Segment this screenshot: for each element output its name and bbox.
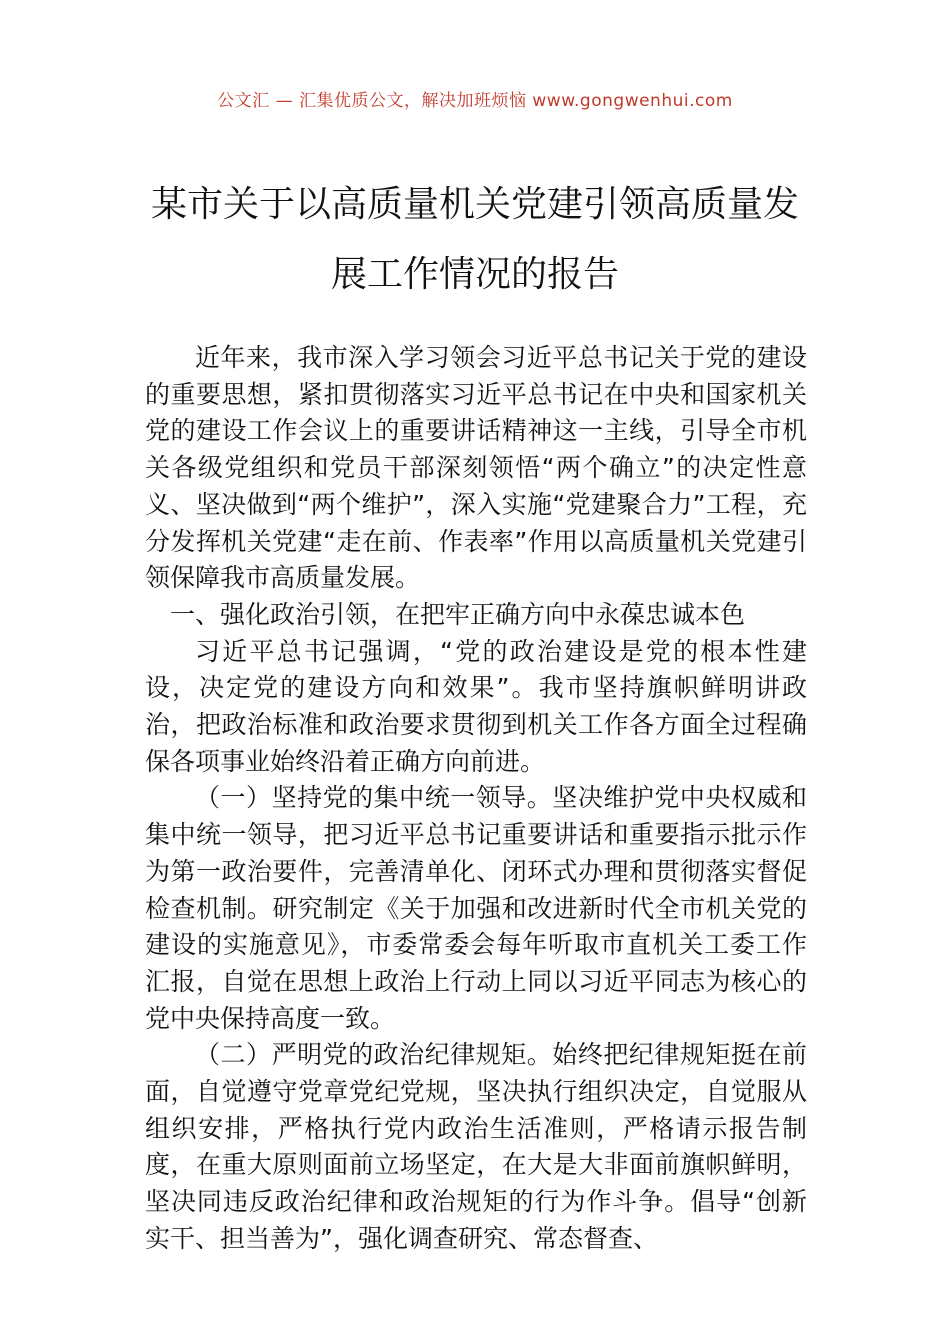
section-heading-1: 一、强化政治引领，在把牢正确方向中永葆忠诚本色 <box>170 599 746 629</box>
body-paragraph: （二）严明党的政治纪律规矩。始终把纪律规矩挺在前面，自觉遵守党章党纪党规，坚决执行组织决定，自觉服从组织安排，严格执行党内政治生活准则，严格请示报告制度，在重大原则面前立场坚定，在大是大非面前旗帜鲜明，坚决同违反政治纪律和政治规矩的行为作斗争。倡导“创新实干、担当善为”，强化调查研究、常态督查、 <box>145 1040 807 1253</box>
document-title: 某市关于以高质量机关党建引领高质量发展工作情况的报告 <box>150 184 799 295</box>
body-paragraph: （一）坚持党的集中统一领导。坚决维护党中央权威和集中统一领导，把习近平总书记重要讲话和重要指示批示作为第一政治要件，完善清单化、闭环式办理和贯彻落实督促检查机制。研究制定《关于加强和改进新时代全市机关党的建设的实施意见》，市委常委会每年听取市直机关工委工作汇报，自觉在思想上政治上行动上同以习近平同志为核心的党中央保持高度一致。 <box>145 783 807 1033</box>
document-body <box>145 340 807 1258</box>
intro-paragraph: 近年来，我市深入学习领会习近平总书记关于党的建设的重要思想，紧扣贯彻落实习近平总书记在中央和国家机关党的建设工作会议上的重要讲话精神这一主线，引导全市机关各级党组织和党员干部深刻领悟“两个确立”的决定性意义、坚决做到“两个维护”，深入实施“党建聚合力”工程，充分发挥机关党建“走在前、作表率”作用以高质量机关党建引领保障我市高质量发展。 <box>145 343 807 593</box>
header-banner: 公文汇 — 汇集优质公文，解决加班烦恼 www.gongwenhui.com <box>217 91 733 111</box>
body-paragraph: 习近平总书记强调，“党的政治建设是党的根本性建设，决定党的建设方向和效果”。我市坚持旗帜鲜明讲政治，把政治标准和政治要求贯彻到机关工作各方面全过程确保各项事业始终沿着正确方向前进。 <box>145 636 807 776</box>
